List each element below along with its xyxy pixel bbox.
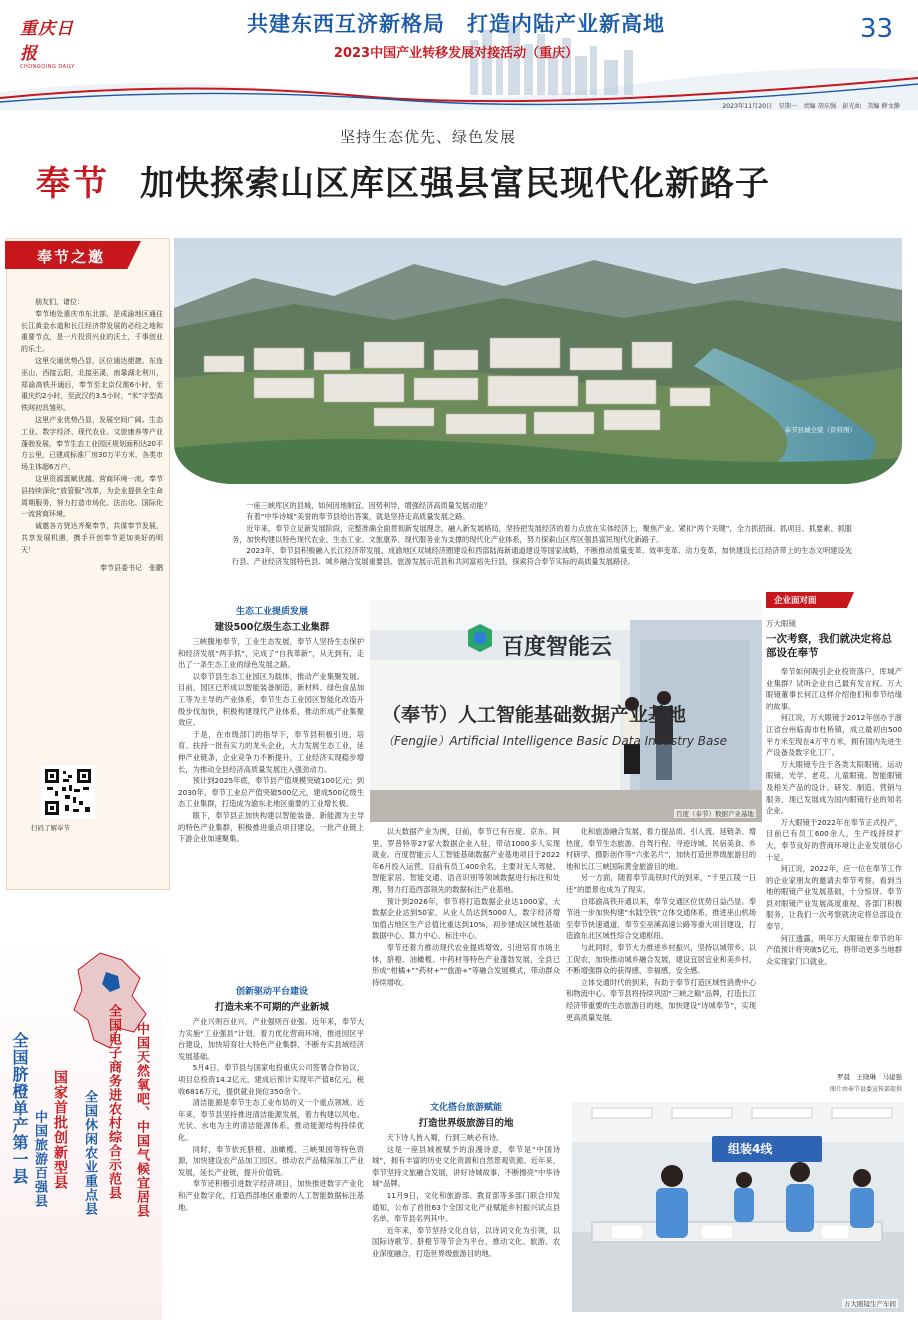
section2-kicker: 创新驱动平台建设	[235, 987, 308, 997]
qr-code[interactable]	[41, 765, 95, 819]
section2-body	[178, 1016, 364, 1312]
baidu-sign-english: （Fengjie）Artificial Intelligence Basic Data Industry Base	[382, 734, 728, 748]
masthead	[0, 0, 918, 110]
photo1-caption: 奉节县城全貌（资料图）	[784, 426, 856, 434]
enterprise-company: 万大眼镜	[766, 619, 796, 628]
section1-title: 建设500亿级生态工业集群	[214, 622, 330, 633]
mid-para: 以大数据产业为例，目前，奉节已有百度、京东、阿里、罗普特等27家大数据企业入驻，带动1000多人实现就业。百度智能云人工智能基础数据产业基地项目于2022年6月投入运营，目前有员工400余名，主要对无人驾驶、智能家居、智能交通、语音识别等领域数据进行标注和处理，努力打造西部领先的数据标注产业基地。	[372, 827, 560, 894]
sidebar-para: 诚邀各方贤达齐聚奉节，共谋奉节发展，共享发展机遇，携手开创奉节更加美好的明天！	[21, 522, 163, 554]
honor-5: 全国电子商务进农村综合示范县	[106, 1004, 121, 1200]
honor-3: 中国旅游百强县	[32, 1110, 47, 1208]
honors-panel	[0, 940, 162, 1320]
section1-head	[182, 604, 362, 633]
sidebar-sign: 奉节县委书记 张鹏	[100, 563, 163, 572]
dateline: 2023年11月20日 星期一 责编 胡东强 彭光灿 美编 薛文静	[722, 103, 900, 110]
qr-code-icon	[43, 767, 93, 817]
section1-para: 于是，在市级部门的指导下，奉节县积极引进、培育、扶持一批有实力的龙头企业，大力发展生态工业，延伸产业链条，企业竞争力不断提升，工业经济实现稳步增长，为推动全县经济高质量发展注入强劲动力。	[178, 729, 364, 774]
right-para: 另一方面，随着奉节高铁时代的到来，“千里江陵一日还”的愿景也成为了现实。	[566, 873, 756, 894]
enterprise-para: 万大眼镜于2022年在奉节正式投产，目前已有员工600余人，生产线持续扩大，奉节良好的营商环境让企业发展信心十足。	[766, 817, 902, 862]
enterprise-body	[766, 666, 902, 1060]
section1-para: 眼下，奉节县正加快构建以智能装备、新能源为主导的特色产业集群，积极推进重点项目建设，一批产业链上下游企业加速聚集。	[178, 810, 364, 844]
photo3-caption: 万大眼镜生产车间	[844, 1300, 896, 1308]
sidebar-banner-label: 奉节之邀	[37, 248, 106, 266]
sidebar-body	[21, 297, 163, 574]
section2-head	[182, 984, 362, 1013]
photo-glasses-factory	[572, 1102, 904, 1312]
enterprise-para: 何江透露，明年万大眼镜在奉节的年产值预计将突破5亿元，将带动更多当地群众实现家门口就业。	[766, 933, 902, 966]
section3-para: 11月9日，文化和旅游部、教育部等多部门联合印发通知，公布了首批63个全国文化产业赋能乡村振兴试点县名单，奉节县名列其中。	[372, 1190, 560, 1224]
masthead-logo	[20, 14, 90, 70]
section2-para: 产业兴则百业兴，产业强则百业强。近年来，奉节大力实施“工业强县”计划，着力优化营商环境，推进园区平台建设，加快培育壮大特色产业集群，不断夯实县域经济发展基础。	[178, 1017, 364, 1061]
honor-2: 国家首批创新型县	[52, 1070, 68, 1190]
section3-body	[372, 1132, 560, 1312]
section2-para: 清洁能源是奉节生态工业布局的又一个重点领域。近年来，奉节县坚持推进清洁能源发展，着力构建以风电、光伏、水电为主的清洁能源体系，推动能源结构持续优化。	[178, 1098, 364, 1142]
sidebar-para: 这里资源禀赋优越，营商环境一流。奉节县持续深化“放管服”改革，为企业提供全生命周期服务，努力打造市场化、法治化、国际化一流营商环境。	[21, 474, 163, 519]
honor-6: 中国天然氧吧、中国气候宜居县	[134, 1022, 149, 1218]
photo-county-panorama	[174, 238, 902, 484]
panorama-image	[174, 238, 902, 484]
sidebar-para: 这里交通优势凸显，区位通达便捷。东连巫山，西接云阳，北接巫溪，南靠湖北利川，郑渝高铁开通后，奉节至北京仅需6小时，至重庆约2小时，至武汉约3.5小时，“米”字型高铁网初具雏形。	[21, 356, 163, 413]
article-intro	[232, 500, 852, 568]
enterprise-box	[766, 592, 906, 1102]
section3-para: 这是一座县城被赋予的浪漫诗意，奉节是“中国诗城”，拥有丰富的历史文化资源和自然景观资源。近年来，奉节坚持文旅融合发展，讲好诗城故事，不断擦亮“中华诗城”品牌。	[372, 1144, 560, 1189]
article-kicker: 坚持生态优先、绿色发展	[340, 128, 517, 146]
intro-para: 有着“中华诗城”美誉的奉节县给出答案，就是坚持走高质量发展之路。	[246, 512, 470, 522]
honor-1: 全国脐橙单产第一县	[10, 1032, 29, 1185]
masthead-headline: 共建东西互济新格局 打造内陆产业新高地	[247, 11, 665, 36]
section2-para: 同时，奉节依托脐橙、油橄榄、三峡果园等特色资源，加快建设农产品加工园区，推动农产品精深加工产业发展，延长产业链，提升价值链。	[178, 1144, 364, 1177]
factory-image	[572, 1102, 904, 1312]
masthead-logo-text: 重庆日报	[20, 19, 74, 64]
enterprise-tag-label: 企业面对面	[774, 596, 817, 606]
section1-body	[178, 636, 364, 936]
photo-baidu-base	[370, 600, 762, 822]
section1-kicker: 生态工业提质发展	[235, 607, 308, 617]
section2-para: 5月4日，奉节县与国家电投重庆公司签署合作协议，项目总投资14.2亿元，建成后预计实现年产值8亿元，税收6816万元，提供就业岗位350余个。	[178, 1063, 364, 1096]
section1-para: 以奉节县生态工业园区为载体，推动产业集聚发展。目前，园区已形成以智能装备制造、新材料、绿色食品加工等为主导的产业体系，奉节生态工业园区智能化改造升级步伐加快，积极构建现代产业体系，推动形成产业集聚效应。	[178, 671, 364, 728]
page-number: 33	[860, 14, 894, 44]
section1-para: 三峡腹地奉节，工业生态发展，奉节人坚持生态保护和经济发展“两手抓”，完成了“自我革新”，从无到有，走出了一条生态工业的绿色发展之路。	[178, 637, 364, 670]
intro-para: 近年来，奉节立足新发展阶段，完整准确全面贯彻新发展理念，融入新发展格局，坚持把发展经济的着力点放在实体经济上，聚焦产业、紧扣“两个关键”，全力抓招商、抓项目、抓要素、抓服务，加快构建以特色现代农业、生态工业、文旅康养、现代服务业为支撑的现代化产业体系，努力探索山区库区强县富民现代化新路子。	[232, 523, 852, 544]
honor-4: 全国休闲农业重点县	[82, 1090, 97, 1216]
baidu-sign-name: （奉节）人工智能基础数据产业基地	[382, 704, 687, 726]
sidebar-para: 朋友们，诸位：	[35, 298, 84, 306]
section2-para: 奉节还积极引进数字经济项目，加快推进数字产业化和产业数字化，打造西部地区重要的人工智能数据标注基地。	[178, 1179, 364, 1212]
section3-head	[376, 1100, 556, 1129]
right-para: 化和旅游融合发展，着力提品质、引人流、延链条、增热度，奉节生态旅游、自驾行程、寻迹诗城、民宿美食、乡村研学、摄影创作等“六张名片”，加快打造世界级旅游目的地和长江三峡国际黄金旅游目的地。	[566, 827, 756, 871]
enterprise-para: 何江说，2022年，应一位在奉节工作的企业家朋友的邀请去奉节考察，看到当地的眼镜产业发展基础，十分惊讶。奉节县对眼镜产业发展高度重视，各部门积极服务，让我们一次考察就决定将总部设在奉节。	[766, 864, 902, 932]
section3-kicker: 文化搭台旅游赋能	[429, 1103, 502, 1113]
section3-title: 打造世界级旅游目的地	[418, 1118, 514, 1129]
sidebar-para: 奉节地处重庆市东北部，是成渝地区通往长江黄金水道和长江经济带发展的必经之地和重要节点，是一片投资兴业的沃土，千事创业的乐土。	[21, 309, 163, 354]
sidebar-invitation	[6, 238, 170, 890]
section3-para: 近年来，奉节坚持文化自信，以诗词文化为引领，以国际诗歌节、脐橙节等节会为平台，推动文化、旅游、农业深度融合，打造世界级旅游目的地。	[372, 1225, 560, 1258]
enterprise-para: 何江说，万大眼镜于2012年创办于浙江省台州临海市杜桥镇，成立最初由500平方米至现在4万平方米，拥有国内先进生产设备及数字化工厂。	[766, 713, 902, 758]
column-right-body	[566, 826, 756, 1094]
intro-para: 2023年，奉节县积极融入长江经济带发展、成渝地区双城经济圈建设和西部陆海新通道建设等国家战略，不断推动质量变革、效率变革、动力变革，加快建设长江经济带上的生态文明建设先行县、产业经济发展特色县、城乡融合发展重要县、旅游发展示范县和共同富裕先行县，探索符合奉节实际的高质量发展路径。	[232, 546, 852, 567]
baidu-sign-brand: 百度智能云	[502, 635, 613, 660]
column-mid-body	[372, 826, 560, 1078]
section1-para: 预计到2025年底，奉节县产值规模突破100亿元；到2030年，奉节工业总产值突破500亿元，建成500亿级生态工业集群，打造成为渝东北地区重要的工业增长极。	[178, 776, 364, 809]
article-place: 奉节	[36, 164, 110, 204]
right-para: 立体交通时代的到来，有助于奉节打造区域性消费中心和物流中心。奉节县将持续巩固“三峡之巅”品牌，打造长江经济带重要的生态旅游目的地，加快建设“诗城奉节”，实现更高质量发展。	[566, 977, 756, 1022]
masthead-logo-sub: CHONGQING DAILY	[20, 64, 75, 70]
enterprise-byline: 罗晨 王晓琳 马建强	[837, 1073, 902, 1081]
enterprise-byline2: 图片由奉节县委宣传部提供	[829, 1086, 902, 1093]
enterprise-para: 万大眼镜专注于各类太阳眼镜、运动眼镜、光学、老花、儿童眼镜、智能眼镜及相关产品的设计、研发、制造、营销与服务，现已发展成为国内眼镜行业的知名企业。	[766, 759, 902, 816]
section2-title: 打造未来不可期的产业新城	[214, 1002, 329, 1013]
section3-para: 天下诗人皆入蜀，行到三峡必有诗。	[386, 1133, 504, 1142]
mid-para: 预计到2026年，奉节将打造数据企业达1000家，大数据企业达到50家，从业人员达到5000人，数字经济增加值占地区生产总值比重达到10%，初步建成区域性基础数据中心、算力中心、标注中心。	[372, 896, 560, 941]
enterprise-title: 一次考察，我们就决定将总部设在奉节	[766, 633, 892, 659]
enterprise-para: 奉节如何吸引企业投资落户，库城产业集群？试听企业自己最有发言权。万大眼镜董事长何江这样介绍他们和奉节结缘的故事。	[766, 667, 902, 711]
factory-line-sign: 组装4线	[728, 1142, 773, 1156]
mid-para: 奉节还着力推动现代农业提质增效，引进培育市场主体，脐橙、油橄榄、中药材等特色产业蓬勃发展，全县已形成“柑橘+”“药材+”“旅游+”等融合发展模式，带动群众持续增收。	[372, 942, 560, 987]
masthead-subline: 2023中国产业转移发展对接活动（重庆）	[333, 46, 579, 61]
sidebar-para: 这里产业优势凸显，发展空间广阔。生态工业、数字经济、现代农业、文旅康养等产业蓬勃发展，奉节生态工业园区规划面积达20平方公里，已建成标准厂房30万平方米，各类市场主体超6万户。	[21, 415, 163, 472]
photo2-caption: 百度（奉节）数据产业基地	[676, 810, 754, 818]
article-title: 加快探索山区库区强县富民现代化新路子	[140, 164, 770, 204]
right-para: 自郑渝高铁开通以来，奉节交通区位优势日益凸显。奉节进一步加快构建“水陆空铁”立体交通体系，推进巫山机场至奉节快速通道、奉节至巫溪高速公路等重大项目建设，打造渝东北区域性综合交通枢纽。	[566, 896, 756, 941]
qr-label: 扫码了解奉节	[31, 824, 70, 832]
intro-para: 一座三峡库区的县城，如何因地制宜、因势利导，增强经济高质量发展动能？	[246, 501, 491, 510]
right-para: 与此同时，奉节大力推进乡村振兴，坚持以城带乡、以工促农，加快推动城乡融合发展，建设宜居宜业和美乡村，不断增强群众的获得感、幸福感、安全感。	[566, 942, 756, 976]
